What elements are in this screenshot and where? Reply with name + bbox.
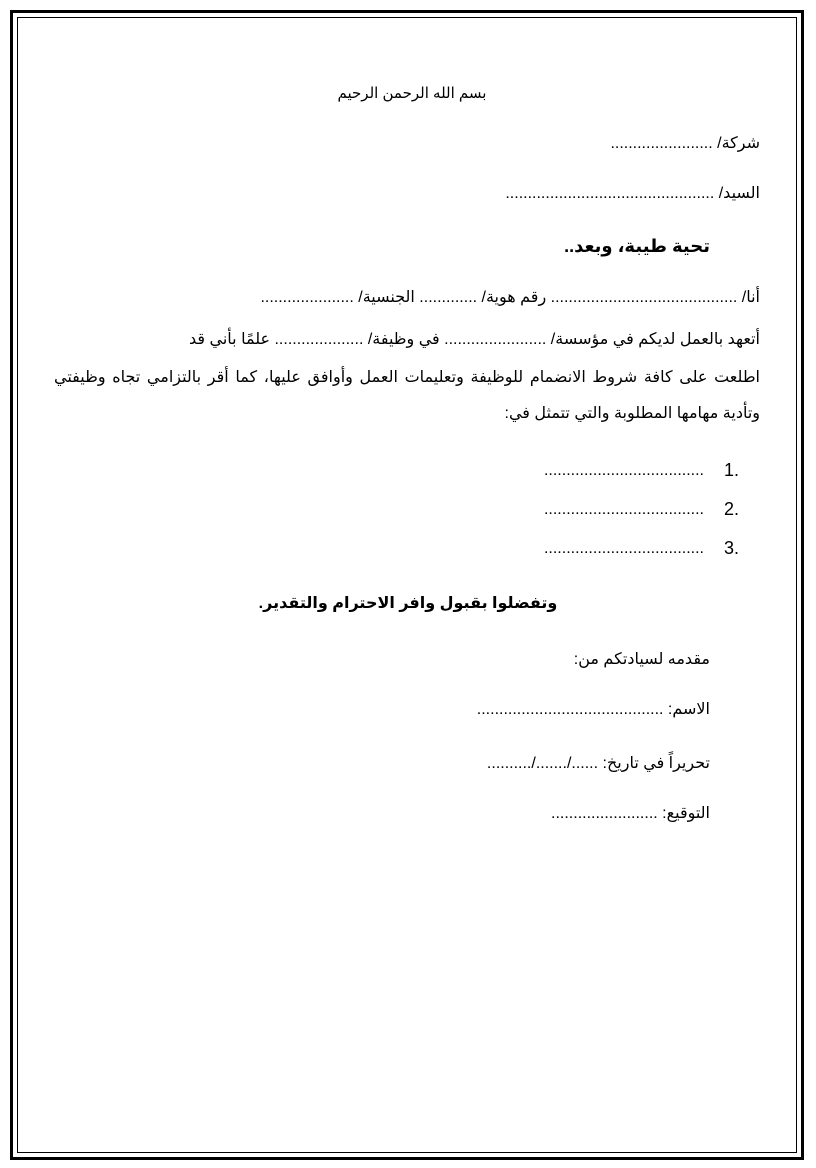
basmala: بسم الله الرحمن الرحيم <box>337 85 487 102</box>
list-item-blank: .................................... <box>543 539 704 557</box>
list-item-number: 3. <box>724 538 740 558</box>
submitter-intro: مقدمه لسيادتكم من: <box>573 651 710 668</box>
date-line: تحريراً في تاريخ: ....../......./.......... <box>486 755 710 772</box>
list-item-blank: .................................... <box>543 461 704 479</box>
closing-statement: وتفضلوا بقبول وافر الاحترام والتقدير. <box>258 595 558 612</box>
list-item-number: 2. <box>724 499 740 519</box>
company-line: شركة/ ....................... <box>610 135 760 152</box>
list-item-blank: .................................... <box>543 500 704 518</box>
tasks-list <box>544 451 754 568</box>
name-line: الاسم: .......................................... <box>476 701 710 718</box>
list-item-number: 1. <box>724 460 740 480</box>
mister-line: السيد/ ............................................... <box>505 185 760 202</box>
identity-line: أنا/ .......................................... رقم هوية/ ............. الجنسية/ ..................... <box>260 289 760 306</box>
signature-line: التوقيع: ........................ <box>551 805 710 822</box>
list-item <box>544 451 754 490</box>
list-item <box>544 529 754 568</box>
greeting: تحية طيبة، وبعد.. <box>564 236 710 256</box>
commitment-paragraph: اطلعت على كافة شروط الانضمام للوظيفة وتعليمات العمل وأوافق عليها، كما أقر بالتزامي تجاه وظيفتي وتأدية مهامها المطلوبة والتي تتمثل في: <box>54 369 760 422</box>
commitment-line-1: أتعهد بالعمل لديكم في مؤسسة/ ....................... في وظيفة/ .................... علمًا بأني قد <box>189 331 760 348</box>
list-item <box>544 490 754 529</box>
